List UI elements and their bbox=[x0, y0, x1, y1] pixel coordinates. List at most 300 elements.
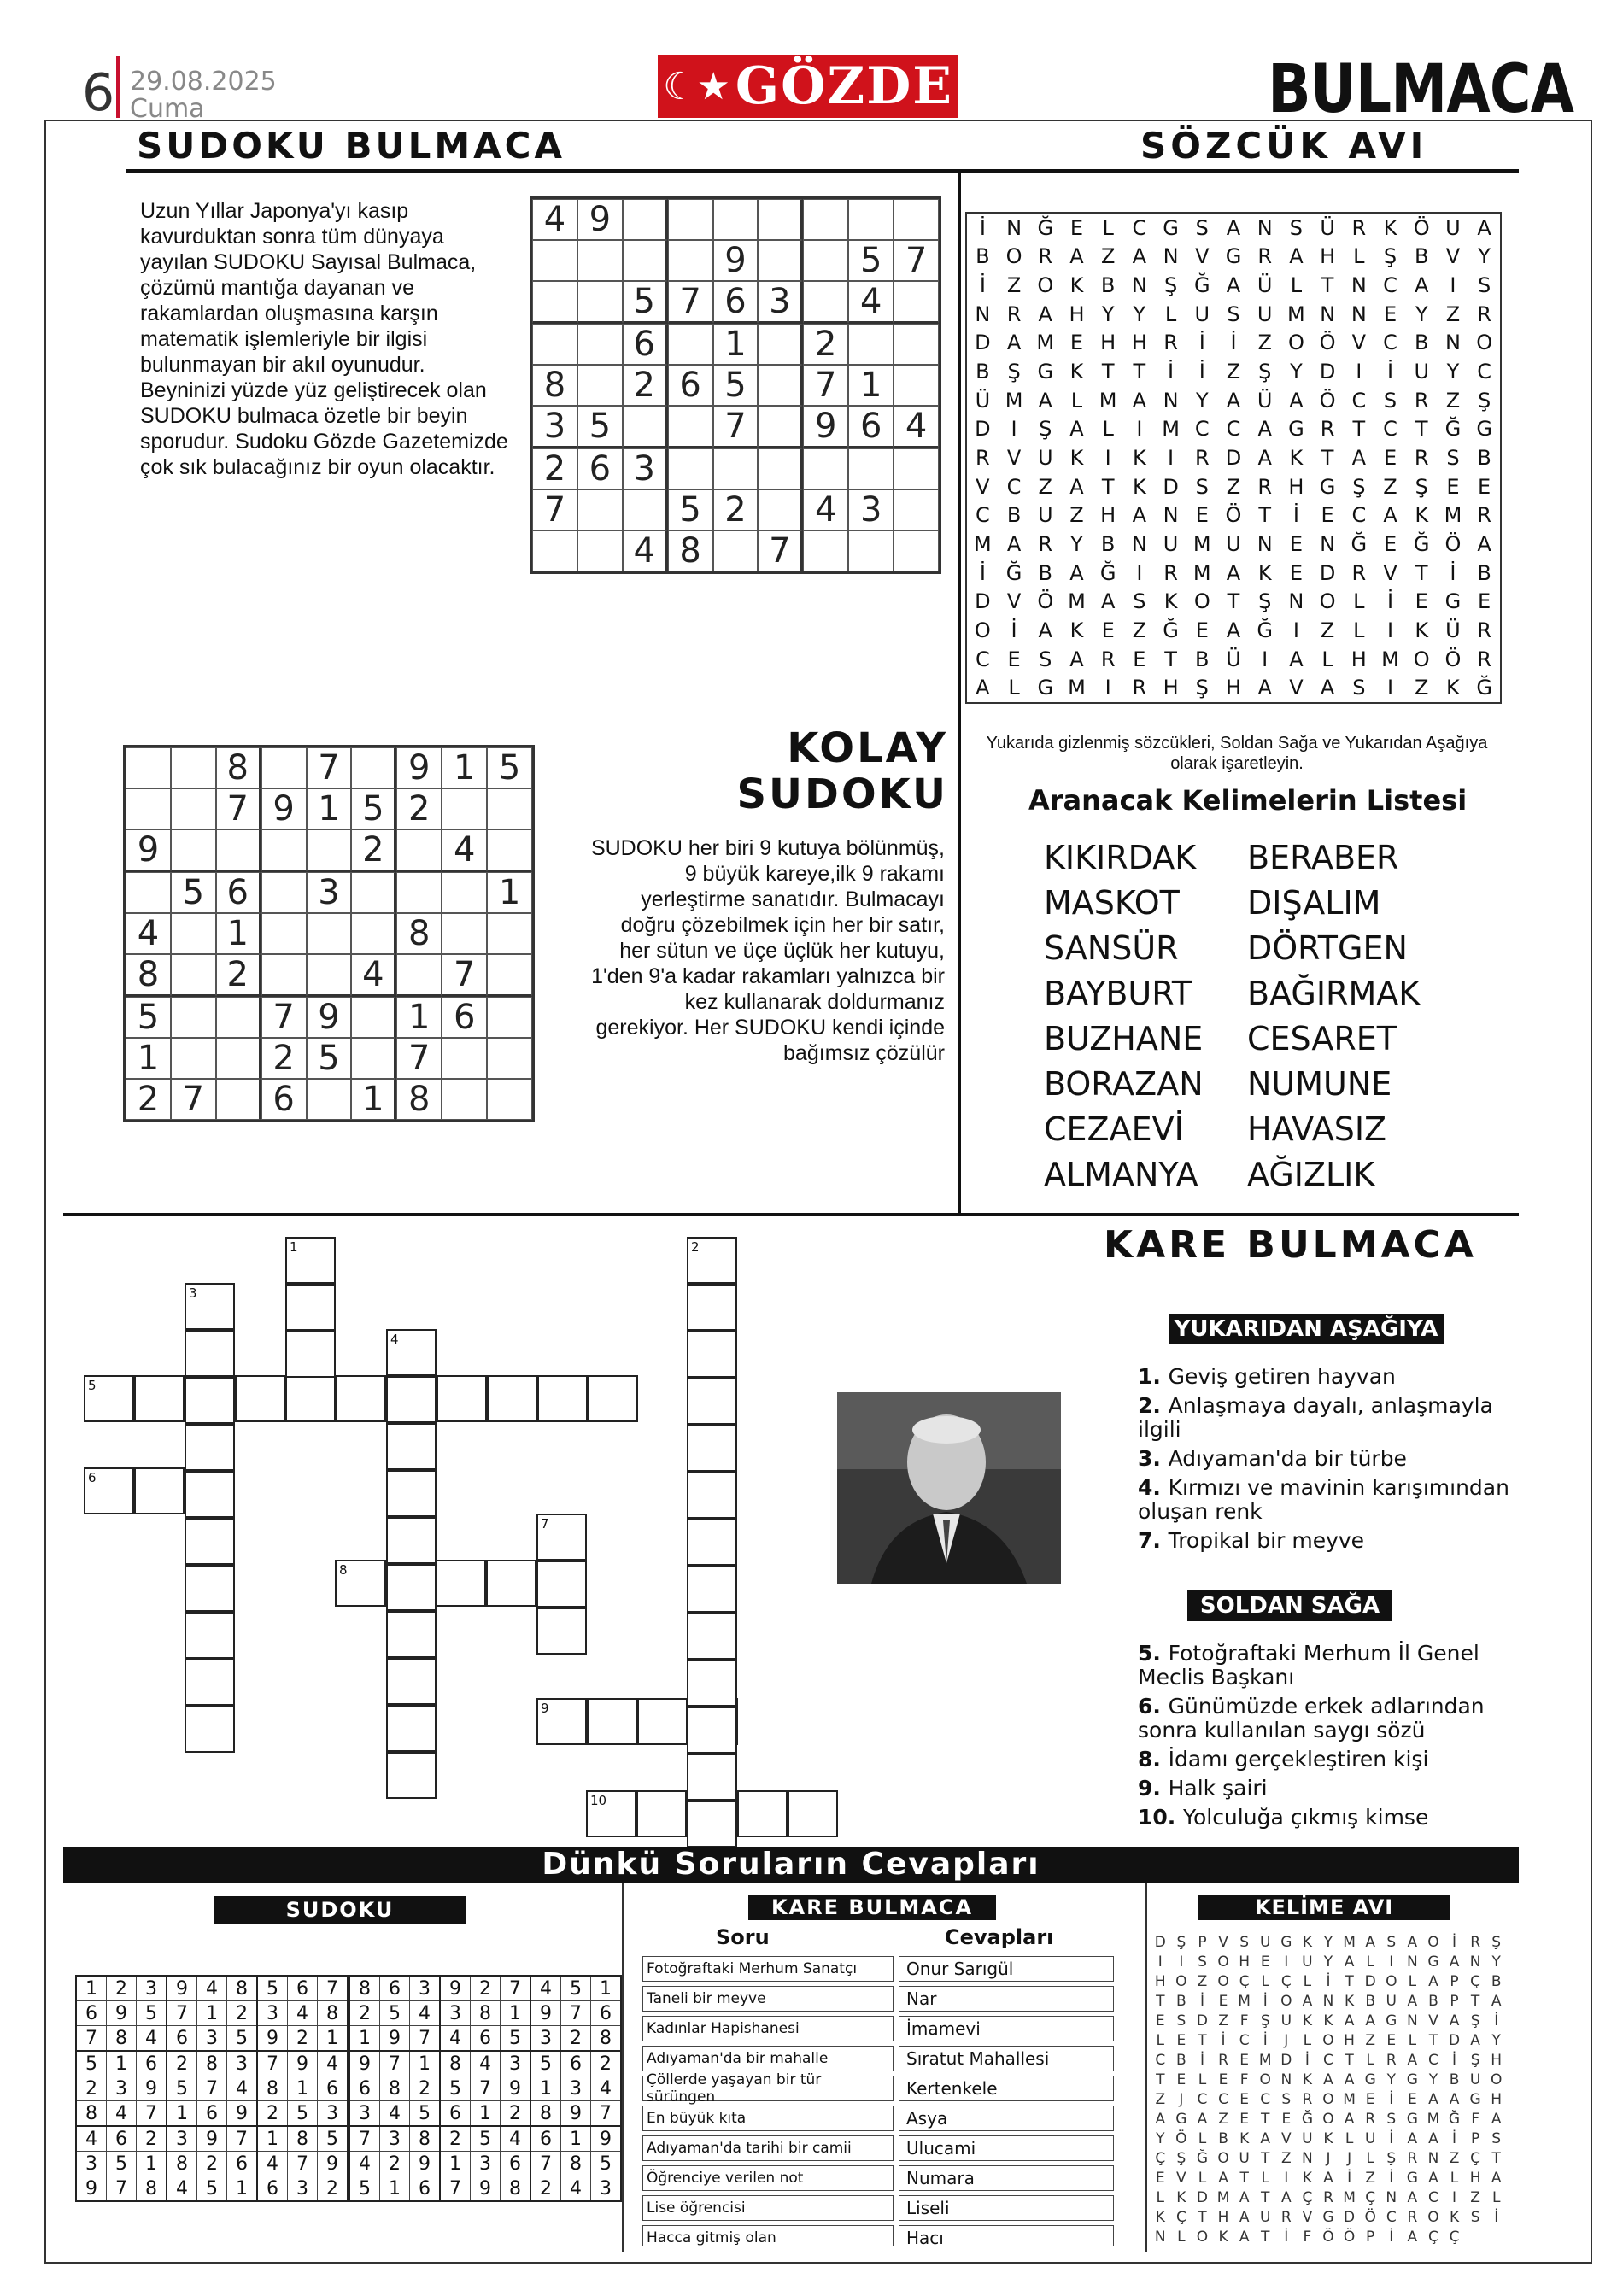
word-search-letter[interactable]: T bbox=[1101, 474, 1115, 499]
sudoku-cell[interactable]: 8 bbox=[216, 747, 261, 788]
word-search-letter[interactable]: Ö bbox=[1037, 589, 1054, 614]
sudoku-cell[interactable] bbox=[307, 1079, 352, 1120]
word-search-letter[interactable]: R bbox=[1038, 244, 1053, 269]
word-search-letter[interactable]: T bbox=[1101, 360, 1115, 384]
word-search-letter[interactable]: D bbox=[1163, 474, 1179, 499]
word-search-letter[interactable]: K bbox=[1257, 560, 1272, 585]
word-search-letter[interactable]: B bbox=[1195, 647, 1210, 671]
crossword-cell[interactable] bbox=[386, 1611, 437, 1658]
word-search-letter[interactable]: S bbox=[1195, 215, 1209, 240]
word-search-letter[interactable]: A bbox=[1226, 618, 1241, 642]
word-search-letter[interactable]: Z bbox=[1415, 676, 1429, 700]
word-search-letter[interactable]: T bbox=[1321, 273, 1334, 298]
word-search-letter[interactable]: B bbox=[1038, 560, 1052, 585]
word-search-letter[interactable]: Z bbox=[1226, 474, 1241, 499]
crossword-cell[interactable] bbox=[285, 1375, 336, 1422]
word-search-letter[interactable]: N bbox=[1351, 273, 1367, 298]
word-search-letter[interactable]: S bbox=[1195, 474, 1209, 499]
sudoku-cell[interactable] bbox=[307, 913, 352, 954]
crossword-cell[interactable] bbox=[185, 1377, 235, 1424]
word-search-letter[interactable]: M bbox=[1099, 388, 1117, 413]
word-search-letter[interactable]: Ğ bbox=[1005, 560, 1022, 585]
sudoku-cell[interactable]: 7 bbox=[216, 788, 261, 829]
word-search-letter[interactable]: U bbox=[1037, 445, 1053, 470]
word-search-letter[interactable]: A bbox=[1289, 647, 1304, 671]
word-search-letter[interactable]: A bbox=[976, 676, 990, 700]
word-search-letter[interactable]: T bbox=[1164, 647, 1177, 671]
word-search-letter[interactable]: C bbox=[1351, 388, 1367, 413]
sudoku-cell[interactable]: 5 bbox=[351, 788, 396, 829]
word-search-letter[interactable]: M bbox=[1162, 417, 1180, 442]
word-search-letter[interactable]: G bbox=[1476, 417, 1492, 442]
word-search-letter[interactable]: H bbox=[1100, 503, 1116, 528]
word-search-letter[interactable]: K bbox=[1163, 589, 1178, 614]
word-search-letter[interactable]: A bbox=[1257, 445, 1272, 470]
word-search-letter[interactable]: R bbox=[976, 445, 990, 470]
sudoku-cell[interactable]: 6 bbox=[848, 406, 894, 448]
sudoku-cell[interactable]: 4 bbox=[126, 913, 171, 954]
word-search-letter[interactable]: M bbox=[1287, 302, 1305, 326]
word-search-letter[interactable]: Ö bbox=[1444, 647, 1462, 671]
word-search-letter[interactable]: Z bbox=[1226, 360, 1241, 384]
word-search-letter[interactable]: C bbox=[1383, 273, 1397, 298]
word-search-letter[interactable]: I bbox=[1292, 618, 1299, 642]
crossword-cell[interactable] bbox=[536, 1698, 587, 1745]
word-search-letter[interactable]: U bbox=[1257, 302, 1273, 326]
word-search-letter[interactable]: T bbox=[1415, 417, 1428, 442]
crossword-cell[interactable] bbox=[687, 1284, 737, 1331]
sudoku-cell[interactable] bbox=[487, 788, 532, 829]
word-search-letter[interactable]: C bbox=[1194, 417, 1210, 442]
crossword-cell[interactable] bbox=[687, 1660, 737, 1707]
word-search-letter[interactable]: S bbox=[1227, 302, 1240, 326]
sudoku-cell[interactable]: 6 bbox=[668, 365, 713, 406]
sudoku-cell[interactable] bbox=[803, 281, 848, 324]
word-search-letter[interactable]: İ bbox=[1386, 589, 1394, 614]
word-search-letter[interactable]: E bbox=[1478, 589, 1491, 614]
word-search-letter[interactable]: R bbox=[1477, 618, 1491, 642]
sudoku-cell[interactable]: 7 bbox=[894, 240, 939, 281]
crossword-cell[interactable] bbox=[687, 1378, 737, 1425]
sudoku-cell[interactable] bbox=[758, 240, 803, 281]
word-search-letter[interactable]: K bbox=[1446, 676, 1460, 700]
crossword-cell[interactable] bbox=[587, 1698, 637, 1745]
crossword-cell[interactable] bbox=[386, 1564, 437, 1611]
sudoku-cell[interactable] bbox=[261, 954, 307, 997]
sudoku-cell[interactable]: 9 bbox=[713, 240, 759, 281]
sudoku-cell[interactable] bbox=[577, 489, 623, 530]
crossword-cell[interactable] bbox=[536, 1561, 587, 1608]
word-search-letter[interactable]: N bbox=[1320, 531, 1336, 556]
sudoku-cell[interactable]: 3 bbox=[532, 406, 577, 448]
word-search-letter[interactable]: M bbox=[1036, 331, 1055, 355]
word-search-letter[interactable]: O bbox=[1193, 589, 1210, 614]
word-search-letter[interactable]: D bbox=[1225, 445, 1242, 470]
word-search-letter[interactable]: C bbox=[1351, 503, 1367, 528]
word-search-letter[interactable]: C bbox=[1477, 360, 1492, 384]
crossword-cell[interactable] bbox=[185, 1330, 235, 1377]
sudoku-cell[interactable] bbox=[487, 1079, 532, 1120]
word-search-letter[interactable]: İ bbox=[1198, 331, 1205, 355]
word-search-letter[interactable]: V bbox=[1383, 560, 1397, 585]
word-search-letter[interactable]: Y bbox=[1290, 360, 1303, 384]
word-search-letter[interactable]: Y bbox=[1195, 388, 1209, 413]
crossword-cell[interactable] bbox=[487, 1375, 537, 1422]
sudoku-cell[interactable] bbox=[171, 954, 216, 997]
word-search-letter[interactable]: G bbox=[1444, 589, 1462, 614]
sudoku-cell[interactable] bbox=[758, 489, 803, 530]
sudoku-cell[interactable] bbox=[758, 406, 803, 448]
word-search-letter[interactable]: B bbox=[1414, 331, 1429, 355]
word-search-letter[interactable]: S bbox=[1383, 388, 1397, 413]
word-search-letter[interactable]: I bbox=[1104, 676, 1111, 700]
word-search-letter[interactable]: Ö bbox=[1319, 331, 1336, 355]
word-search-letter[interactable]: H bbox=[1163, 676, 1179, 700]
sudoku-cell[interactable] bbox=[758, 324, 803, 365]
word-search-letter[interactable]: K bbox=[1069, 445, 1084, 470]
sudoku-cell[interactable]: 7 bbox=[261, 997, 307, 1038]
word-search-letter[interactable]: L bbox=[1353, 589, 1365, 614]
sudoku-cell[interactable] bbox=[894, 199, 939, 240]
sudoku-cell[interactable] bbox=[261, 747, 307, 788]
crossword-cell[interactable] bbox=[687, 1472, 737, 1519]
sudoku-cell[interactable] bbox=[848, 324, 894, 365]
word-search-letter[interactable]: C bbox=[1006, 474, 1022, 499]
sudoku-cell[interactable]: 1 bbox=[442, 747, 487, 788]
sudoku-cell[interactable] bbox=[351, 997, 396, 1038]
sudoku-cell[interactable] bbox=[171, 997, 216, 1038]
word-search-letter[interactable]: B bbox=[1414, 244, 1429, 269]
sudoku-cell[interactable] bbox=[261, 872, 307, 913]
word-search-letter[interactable]: H bbox=[1288, 474, 1304, 499]
word-search-letter[interactable]: L bbox=[1008, 676, 1020, 700]
word-search-letter[interactable]: A bbox=[1477, 215, 1491, 240]
sudoku-cell[interactable]: 7 bbox=[171, 1079, 216, 1120]
word-search-letter[interactable]: L bbox=[1353, 618, 1365, 642]
word-search-letter[interactable]: E bbox=[1478, 474, 1491, 499]
sudoku-cell[interactable] bbox=[668, 448, 713, 489]
sudoku-cell[interactable]: 2 bbox=[623, 365, 668, 406]
word-search-letter[interactable]: T bbox=[1227, 589, 1240, 614]
crossword-cell[interactable] bbox=[537, 1375, 588, 1422]
sudoku-cell[interactable]: 9 bbox=[577, 199, 623, 240]
word-search-letter[interactable]: A bbox=[1257, 676, 1272, 700]
word-search-letter[interactable]: C bbox=[1226, 417, 1241, 442]
word-search-letter[interactable]: K bbox=[1383, 215, 1397, 240]
word-search-letter[interactable]: Ü bbox=[1257, 388, 1273, 413]
sudoku-cell[interactable]: 4 bbox=[803, 489, 848, 530]
sudoku-cell[interactable] bbox=[442, 1038, 487, 1079]
crossword-cell[interactable] bbox=[386, 1376, 437, 1423]
word-search-letter[interactable]: İ bbox=[1168, 360, 1175, 384]
word-search-letter[interactable]: A bbox=[1069, 560, 1084, 585]
word-search-letter[interactable]: Ğ bbox=[1351, 531, 1368, 556]
crossword-cell[interactable] bbox=[386, 1517, 437, 1564]
word-search-letter[interactable]: I bbox=[1386, 676, 1394, 700]
word-search-letter[interactable]: I bbox=[1262, 647, 1269, 671]
word-search-letter[interactable]: N bbox=[1444, 331, 1461, 355]
sudoku-cell[interactable]: 7 bbox=[668, 281, 713, 324]
sudoku-cell[interactable] bbox=[351, 913, 396, 954]
word-search-letter[interactable]: A bbox=[1351, 445, 1367, 470]
word-search-letter[interactable]: L bbox=[1164, 302, 1177, 326]
word-search-letter[interactable]: A bbox=[1069, 474, 1084, 499]
crossword-cell[interactable] bbox=[285, 1331, 336, 1378]
sudoku-cell[interactable] bbox=[668, 324, 713, 365]
sudoku-cell[interactable]: 8 bbox=[126, 954, 171, 997]
word-search-letter[interactable]: Y bbox=[1070, 531, 1083, 556]
word-search-letter[interactable]: Ö bbox=[1444, 531, 1462, 556]
sudoku-cell[interactable]: 2 bbox=[261, 1038, 307, 1079]
word-search-letter[interactable]: A bbox=[1038, 388, 1052, 413]
word-search-letter[interactable]: S bbox=[1289, 215, 1304, 240]
word-search-letter[interactable]: A bbox=[1069, 417, 1084, 442]
word-search-letter[interactable]: L bbox=[1102, 417, 1114, 442]
sudoku-cell[interactable] bbox=[623, 406, 668, 448]
word-search-letter[interactable]: U bbox=[1226, 531, 1241, 556]
sudoku-cell[interactable] bbox=[848, 448, 894, 489]
word-search-letter[interactable]: A bbox=[1038, 302, 1052, 326]
word-search-letter[interactable]: L bbox=[1070, 388, 1083, 413]
crossword-cell[interactable] bbox=[84, 1375, 134, 1422]
word-search-letter[interactable]: U bbox=[1414, 360, 1430, 384]
word-search-letter[interactable]: E bbox=[1383, 445, 1397, 470]
word-search-letter[interactable]: E bbox=[1195, 503, 1209, 528]
word-search-letter[interactable]: A bbox=[1320, 676, 1335, 700]
sudoku-cell[interactable] bbox=[894, 448, 939, 489]
sudoku-cell[interactable] bbox=[171, 747, 216, 788]
word-search-letter[interactable]: B bbox=[976, 244, 990, 269]
sudoku-cell[interactable]: 3 bbox=[623, 448, 668, 489]
crossword-cell[interactable] bbox=[386, 1470, 437, 1517]
sudoku-cell[interactable] bbox=[261, 913, 307, 954]
word-search-letter[interactable]: Z bbox=[1257, 331, 1272, 355]
word-search-letter[interactable]: E bbox=[1007, 647, 1021, 671]
word-search-letter[interactable]: Z bbox=[1006, 273, 1022, 298]
word-search-letter[interactable]: A bbox=[1383, 503, 1397, 528]
crossword-cell[interactable] bbox=[336, 1375, 386, 1422]
sudoku-cell[interactable] bbox=[442, 788, 487, 829]
crossword-cell[interactable] bbox=[637, 1698, 688, 1745]
word-search-letter[interactable]: N bbox=[975, 302, 991, 326]
word-search-letter[interactable]: H bbox=[1069, 302, 1085, 326]
sudoku-cell[interactable]: 4 bbox=[351, 954, 396, 997]
word-search-letter[interactable]: D bbox=[975, 589, 991, 614]
sudoku-cell[interactable]: 1 bbox=[351, 1079, 396, 1120]
crossword-cell[interactable] bbox=[134, 1467, 185, 1514]
word-search-letter[interactable]: Z bbox=[1132, 618, 1147, 642]
word-search-letter[interactable]: Ş bbox=[1007, 360, 1021, 384]
sudoku-cell[interactable] bbox=[713, 530, 759, 571]
word-search-letter[interactable]: Ö bbox=[1225, 503, 1242, 528]
word-search-letter[interactable]: K bbox=[1415, 503, 1429, 528]
word-search-letter[interactable]: M bbox=[1068, 676, 1086, 700]
word-search-letter[interactable]: U bbox=[1445, 215, 1461, 240]
word-search-letter[interactable]: Ğ bbox=[1099, 560, 1116, 585]
word-search-letter[interactable]: H bbox=[1225, 676, 1242, 700]
word-search-letter[interactable]: T bbox=[1415, 560, 1428, 585]
word-search-letter[interactable]: L bbox=[1353, 244, 1365, 269]
sudoku-cell[interactable] bbox=[623, 199, 668, 240]
word-search-letter[interactable]: O bbox=[1037, 273, 1054, 298]
sudoku-cell[interactable]: 6 bbox=[577, 448, 623, 489]
word-search-letter[interactable]: H bbox=[1351, 647, 1367, 671]
word-search-letter[interactable]: A bbox=[1069, 244, 1084, 269]
crossword-cell[interactable] bbox=[588, 1375, 638, 1422]
word-search-letter[interactable]: K bbox=[1069, 273, 1084, 298]
crossword-cell[interactable] bbox=[185, 1471, 235, 1518]
crossword-cell[interactable] bbox=[185, 1283, 235, 1330]
word-search-letter[interactable]: R bbox=[1038, 531, 1053, 556]
word-search-letter[interactable]: O bbox=[1413, 647, 1430, 671]
sudoku-cell[interactable]: 8 bbox=[396, 1079, 442, 1120]
sudoku-cell[interactable]: 4 bbox=[894, 406, 939, 448]
word-search-letter[interactable]: N bbox=[1131, 531, 1147, 556]
crossword-cell[interactable] bbox=[687, 1566, 737, 1613]
word-search-letter[interactable]: G bbox=[1037, 360, 1054, 384]
word-search-letter[interactable]: İ bbox=[1011, 618, 1017, 642]
sudoku-cell[interactable] bbox=[532, 530, 577, 571]
word-search-letter[interactable]: N bbox=[1163, 388, 1179, 413]
word-search-letter[interactable]: M bbox=[1068, 589, 1086, 614]
word-search-letter[interactable]: Ş bbox=[1478, 388, 1491, 413]
word-search-letter[interactable]: E bbox=[1195, 618, 1209, 642]
word-search-letter[interactable]: T bbox=[1321, 445, 1334, 470]
word-search-letter[interactable]: R bbox=[1163, 331, 1178, 355]
word-search-letter[interactable]: N bbox=[1288, 589, 1304, 614]
crossword-cell[interactable] bbox=[185, 1518, 235, 1565]
crossword-cell[interactable] bbox=[185, 1424, 235, 1471]
sudoku-cell[interactable]: 7 bbox=[307, 747, 352, 788]
sudoku-cell[interactable] bbox=[216, 997, 261, 1038]
sudoku-cell[interactable]: 1 bbox=[848, 365, 894, 406]
word-search-letter[interactable]: A bbox=[1477, 531, 1491, 556]
word-search-letter[interactable]: A bbox=[1038, 618, 1052, 642]
word-search-letter[interactable]: I bbox=[1104, 445, 1111, 470]
word-search-letter[interactable]: E bbox=[1289, 560, 1303, 585]
word-search-letter[interactable]: R bbox=[1351, 215, 1367, 240]
word-search-letter[interactable]: A bbox=[1226, 388, 1241, 413]
crossword-cell[interactable] bbox=[285, 1237, 336, 1284]
word-search-letter[interactable]: K bbox=[1069, 618, 1084, 642]
word-search-letter[interactable]: Y bbox=[1446, 360, 1460, 384]
word-search-letter[interactable]: I bbox=[1356, 360, 1362, 384]
sudoku-cell[interactable]: 5 bbox=[623, 281, 668, 324]
sudoku-cell[interactable]: 1 bbox=[487, 872, 532, 913]
sudoku-cell[interactable]: 3 bbox=[758, 281, 803, 324]
word-search-letter[interactable]: A bbox=[1132, 244, 1147, 269]
sudoku-cell[interactable]: 7 bbox=[713, 406, 759, 448]
word-search-letter[interactable]: I bbox=[1011, 417, 1017, 442]
sudoku-cell[interactable]: 8 bbox=[396, 913, 442, 954]
word-search-letter[interactable]: R bbox=[1257, 244, 1273, 269]
word-search-letter[interactable]: I bbox=[1168, 445, 1175, 470]
word-search-letter[interactable]: N bbox=[1131, 273, 1147, 298]
word-search-letter[interactable]: I bbox=[1386, 618, 1394, 642]
sudoku-cell[interactable] bbox=[171, 913, 216, 954]
crossword-cell[interactable] bbox=[687, 1801, 737, 1848]
sudoku-cell[interactable] bbox=[442, 872, 487, 913]
word-search-letter[interactable]: Ş bbox=[1258, 589, 1272, 614]
crossword-cell[interactable] bbox=[386, 1705, 437, 1752]
sudoku-cell[interactable] bbox=[713, 448, 759, 489]
word-search-letter[interactable]: R bbox=[1194, 445, 1210, 470]
word-search-letter[interactable]: B bbox=[1477, 445, 1491, 470]
crossword-cell[interactable] bbox=[185, 1565, 235, 1612]
sudoku-cell[interactable] bbox=[532, 281, 577, 324]
word-search-letter[interactable]: Ş bbox=[1163, 273, 1178, 298]
word-search-letter[interactable]: R bbox=[1257, 474, 1273, 499]
sudoku-cell[interactable]: 7 bbox=[442, 954, 487, 997]
sudoku-cell[interactable] bbox=[216, 1038, 261, 1079]
sudoku-cell[interactable] bbox=[803, 530, 848, 571]
sudoku-cell[interactable] bbox=[758, 365, 803, 406]
word-search-letter[interactable]: A bbox=[1006, 331, 1022, 355]
word-search-letter[interactable]: I bbox=[1450, 273, 1456, 298]
word-search-letter[interactable]: R bbox=[1477, 503, 1491, 528]
word-search-letter[interactable]: Ü bbox=[1226, 647, 1241, 671]
crossword-cell[interactable] bbox=[185, 1612, 235, 1659]
sudoku-cell[interactable]: 8 bbox=[668, 530, 713, 571]
word-search-letter[interactable]: T bbox=[1133, 360, 1146, 384]
sudoku-cell[interactable] bbox=[848, 530, 894, 571]
word-search-letter[interactable]: S bbox=[1478, 273, 1491, 298]
crossword-cell[interactable] bbox=[84, 1467, 134, 1514]
sudoku-cell[interactable] bbox=[126, 872, 171, 913]
word-search-letter[interactable]: Ş bbox=[1352, 474, 1366, 499]
word-search-letter[interactable]: İ bbox=[979, 560, 986, 585]
sudoku-cell[interactable]: 5 bbox=[848, 240, 894, 281]
sudoku-cell[interactable] bbox=[577, 281, 623, 324]
word-search-letter[interactable]: O bbox=[1319, 589, 1336, 614]
sudoku-cell[interactable]: 7 bbox=[758, 530, 803, 571]
word-search-letter[interactable]: S bbox=[1352, 676, 1366, 700]
sudoku-cell[interactable]: 4 bbox=[442, 829, 487, 872]
crossword-cell[interactable] bbox=[335, 1560, 385, 1607]
sudoku-cell[interactable]: 9 bbox=[307, 997, 352, 1038]
word-search-letter[interactable]: D bbox=[1319, 560, 1336, 585]
sudoku-cell[interactable]: 3 bbox=[307, 872, 352, 913]
word-search-letter[interactable]: Y bbox=[1101, 302, 1115, 326]
sudoku-cell[interactable] bbox=[894, 281, 939, 324]
word-search-letter[interactable]: Ğ bbox=[1476, 676, 1492, 700]
sudoku-cell[interactable]: 4 bbox=[532, 199, 577, 240]
word-search-letter[interactable]: N bbox=[1320, 302, 1336, 326]
sudoku-cell[interactable]: 5 bbox=[713, 365, 759, 406]
word-search-letter[interactable]: R bbox=[1132, 676, 1147, 700]
word-search-letter[interactable]: E bbox=[1383, 302, 1397, 326]
sudoku-cell[interactable]: 7 bbox=[803, 365, 848, 406]
crossword-cell[interactable] bbox=[687, 1425, 737, 1472]
word-search-letter[interactable]: C bbox=[975, 647, 990, 671]
word-search-letter[interactable]: H bbox=[1100, 331, 1116, 355]
word-search-letter[interactable]: N bbox=[1257, 531, 1273, 556]
sudoku-cell[interactable] bbox=[803, 448, 848, 489]
word-search-letter[interactable]: T bbox=[1352, 417, 1366, 442]
sudoku-cell[interactable]: 6 bbox=[713, 281, 759, 324]
word-search-letter[interactable]: Ğ bbox=[1413, 531, 1430, 556]
word-search-letter[interactable]: U bbox=[1163, 531, 1179, 556]
word-search-letter[interactable]: Z bbox=[1445, 388, 1461, 413]
word-search-letter[interactable]: İ bbox=[1198, 360, 1205, 384]
word-search-letter[interactable]: Ş bbox=[1039, 417, 1052, 442]
sudoku-cell[interactable]: 2 bbox=[396, 788, 442, 829]
crossword-cell[interactable] bbox=[134, 1375, 185, 1422]
sudoku-cell[interactable]: 9 bbox=[803, 406, 848, 448]
word-search-letter[interactable]: Y bbox=[1478, 244, 1491, 269]
sudoku-cell[interactable] bbox=[577, 530, 623, 571]
sudoku-cell[interactable]: 1 bbox=[307, 788, 352, 829]
